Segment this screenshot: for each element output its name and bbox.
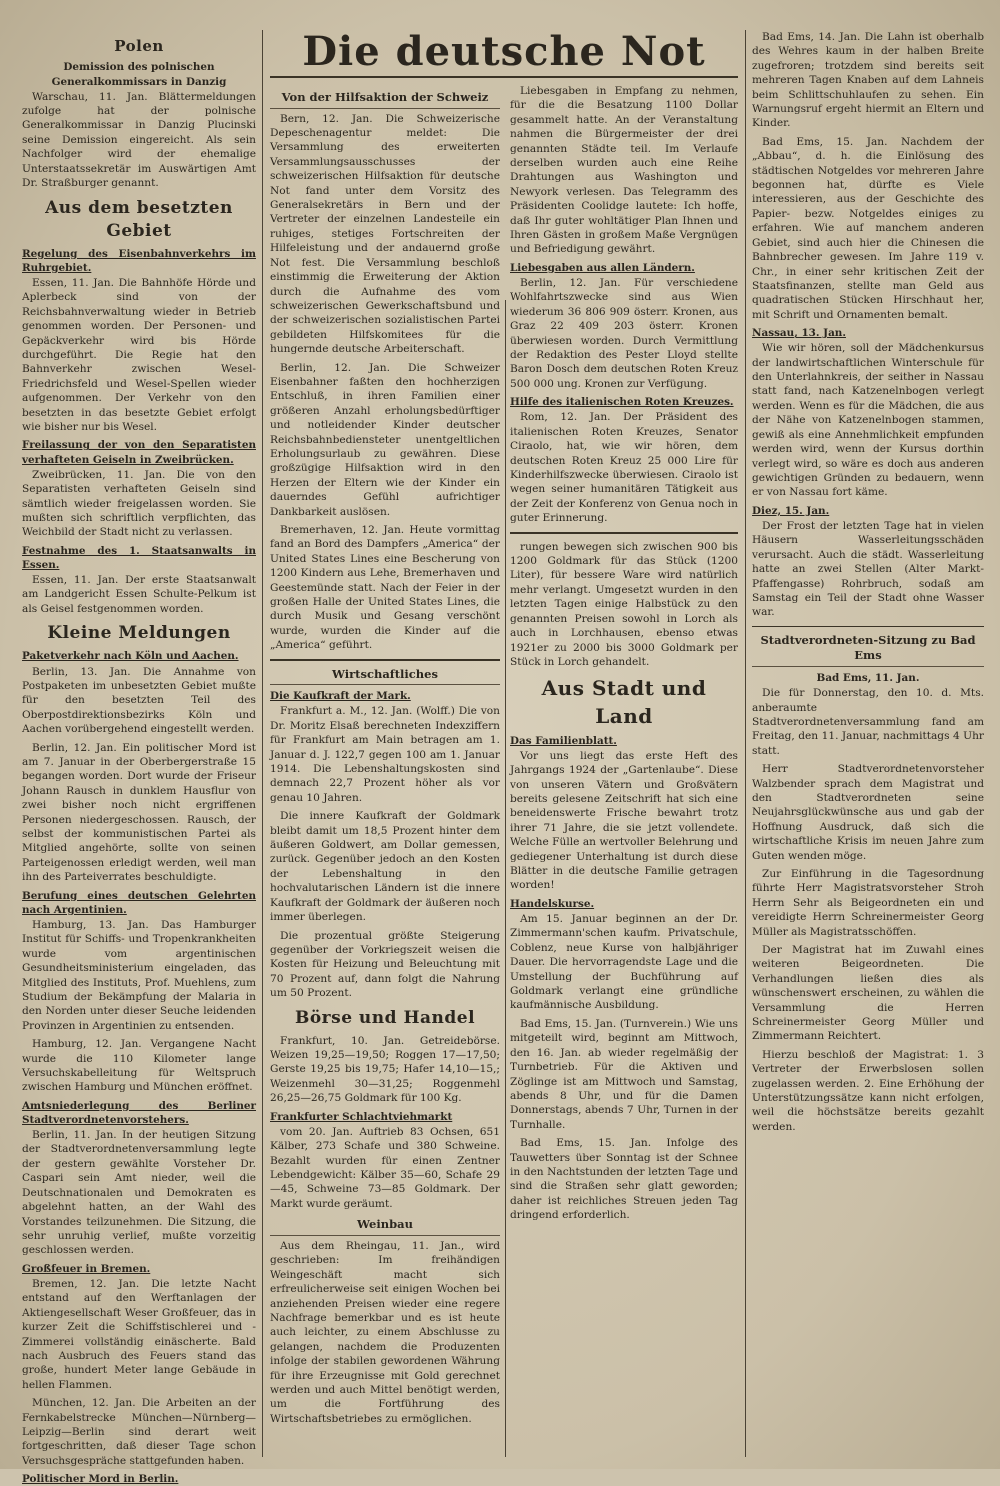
article-heading: Politischer Mord in Berlin. xyxy=(22,1473,179,1486)
article-text: Rom, 12. Jan. Der Präsident des italienischen Roten Kreuzes, Senator Ciraolo, hat, wie wir hören, dem deutschen Roten Kreuz 25 000 Lire für Kinderhilfszwecke überwiesen. Ciraolo ist wegen seiner humanitären Tätigkeit aus der Zeit der Konferenz von Genua noch in guter Erinnerung. xyxy=(510,411,738,525)
article-heading: Die Kaufkraft der Mark. xyxy=(270,690,411,703)
article-dateline: Bad Ems, 11. Jan. xyxy=(816,671,920,684)
article-text: Warschau, 11. Jan. Blättermeldungen zufolge hat der polnische Generalkommissar in Danzig Plucinski seine Demission eingereicht. Als sein Nachfolger wird der ehemalige Unterstaatssekretär im Auswärtigen Amt Dr. Straßburger genannt. xyxy=(22,90,256,190)
column-1 xyxy=(22,30,256,1486)
article-heading: Freilassung der von den Separatisten verhafteten Geiseln in Zweibrücken. xyxy=(22,439,256,466)
article-text: Vor uns liegt das erste Heft des Jahrgangs 1924 der „Gartenlaube“. Diese von unseren Vätern und Großvätern bereits gelesene Zeitschrift hat sich eine beneidenswerte Frische bewahrt trotz ihrer 71 Jahre, die sie jetzt vollendete. Welche Fülle an wertvoller Belehrung und gediegener Unterhaltung ist durch diese Blätter in die deutsche Familie getragen worden! xyxy=(510,749,738,892)
article-heading: Nassau, 13. Jan. xyxy=(752,327,846,340)
article-text: Frankfurt a. M., 12. Jan. (Wolff.) Die von Dr. Moritz Elsaß berechneten Indexziffern für Frankfurt am Main betragen am 1. Januar d. J. 122,7 gegen 100 am 1. Januar 1914. Die Lebenshaltungskosten sind demnach 22,7 Prozent höher als vor genau 10 Jahren. xyxy=(270,705,500,804)
article-text: Herr Stadtverordnetenvorsteher Walzbender sprach dem Magistrat und den Stadtverordneten seine Neujahrsglückwünsche aus und gab der Hoffnung Ausdruck, daß sich die wirtschaftliche Krisis im neuen Jahre zum Guten wenden möge. xyxy=(752,763,984,862)
article-subtitle: Demission des polnischen Generalkommissars in Danzig xyxy=(51,61,227,88)
article-text: Bad Ems, 15. Jan. Nachdem der „Abbau“, d. h. die Einlösung des städtischen Notgeldes vor mehreren Jahre begonnen hat, dürfte es Viele interessieren, aus der Geschichte des Papier- bezw. Notgeldes einiges zu erfahren. Wie auf manchem anderen Gebiet, sind auch hier die Chinesen die Bahnbrecher gewesen. Im Jahre 119 v. Chr., in einer sehr kritischen Zeit der Staatsfinanzen, stellte man Geld aus quadratischen Stücken Hirschhaut her, mit Schrift und Ornamenten bemalt. xyxy=(752,135,984,321)
article-text: rungen bewegen sich zwischen 900 bis 1200 Goldmark für das Stück (1200 Liter), für bessere Ware wird natürlich mehr verlangt. Umgesetzt wurden in den letzten Tagen einige Halbstück zu den genannten Preisen sowohl in Lorch als auch in Lorchhausen, ebenso etwas 1921er zu 2000 bis 3000 Goldmark per Stück in Lorch gehandelt. xyxy=(510,540,738,668)
section-title-schweiz: Von der Hilfsaktion der Schweiz xyxy=(270,90,500,109)
column-rule xyxy=(262,30,263,1457)
section-rule xyxy=(270,659,500,661)
article-heading: Handelskurse. xyxy=(510,897,595,910)
column-3 xyxy=(510,84,738,1457)
article-text: Bremen, 12. Jan. Die letzte Nacht entstand auf den Werftanlagen der Aktiengesellschaft Weser Großfeuer, das in kurzer Zeit die Schiffstischlerei und -Zimmerei vollständig einäscherte. Bald nach Ausbruch des Feuers stand das große, hundert Meter lange Gebäude in hellen Flammen. xyxy=(22,1277,256,1391)
section-title-stadtverordneten: Stadtverordneten-Sitzung zu Bad Ems xyxy=(752,633,984,667)
article-text: Berlin, 13. Jan. Die Annahme von Postpaketen im unbesetzten Gebiet mußte für den besetzten Teil des Oberpostdirektionsbezirks Köln und Aachen vorübergehend eingestellt werden. xyxy=(22,665,256,736)
article-text: Frankfurt, 10. Jan. Getreidebörse. Weizen 19,25—19,50; Roggen 17—17,50; Gerste 19,25 bis 19,75; Hafer 14,10—15,; Weizenmehl 30—31,25; Roggenmehl 26,25—26,75 Goldmark für 100 Kg. xyxy=(270,1034,500,1105)
section-title-polen: Polen xyxy=(114,37,164,55)
section-title-kleine-meldungen: Kleine Meldungen xyxy=(47,623,231,644)
article-text: Zweibrücken, 11. Jan. Die von den Separatisten verhafteten Geiseln sind sämtlich wieder freigelassen worden. Sie mußten sich schriftlich verpflichten, das Weichbild der Stadt nicht zu verlassen. xyxy=(22,468,256,539)
article-heading: Diez, 15. Jan. xyxy=(752,504,830,517)
article-text: Bremerhaven, 12. Jan. Heute vormittag fand an Bord des Dampfers „America“ der United States Lines eine Bescherung von 1200 Kindern aus Lehe, Bremerhaven und Geestemünde statt. Nach der Feier in der großen Halle der United States Lines, die durch Musik und Gesang verschönt wurde, wurden die Kinder auf die „America“ geführt. xyxy=(270,524,500,652)
article-text: Bad Ems, 15. Jan. Infolge des Tauwetters über Sonntag ist der Schnee in den Nachtstunden der letzten Tage und sind die Straßen sehr glatt geworden; daher ist reichliches Streuen jeden Tag dringend erforderlich. xyxy=(510,1137,738,1222)
article-text: Essen, 11. Jan. Der erste Staatsanwalt am Landgericht Essen Schulte-Pelkum ist als Geisel festgenommen worden. xyxy=(22,574,256,615)
section-rule xyxy=(752,626,984,627)
article-text: Wie wir hören, soll der Mädchenkursus der landwirtschaftlichen Winterschule für den Unterlahnkreis, der seither in Nassau statt fand, nach Katzenelnbogen verlegt werden. Wenn es für die Mädchen, die aus der Nähe von Katzenelnbogen stammen, gewiß als eine Annehmlichkeit empfunden werden wird, wenn der Kursus dorthin verlegt wird, so wäre es doch aus anderen gewichtigen Gründen zu bedauern, wenn er von Nassau fort käme. xyxy=(752,342,984,499)
article-heading: Frankfurter Schlachtviehmarkt xyxy=(270,1110,453,1123)
article-text: Die prozentual größte Steigerung gegenüber der Vorkriegszeit weisen die Kosten für Heizung und Beleuchtung mit 70 Prozent auf, dann folgt die Nahrung um 50 Prozent. xyxy=(270,929,500,1000)
article-heading: Großfeuer in Bremen. xyxy=(22,1262,151,1275)
article-text: Bern, 12. Jan. Die Schweizerische Depeschenagentur meldet: Die Versammlung des erweiterten Versammlungsausschusses der schweizerischen Hilfsaktion für deutsche Not fand unter dem Vorsitz des Generalsekretärs in Bern und der Vertreter der einzelnen Landesteile ein ruhiges, stetiges Fortschreiten der Hilfeleistung und der andauernd große Not fest. Die Versammlung beschloß einstimmig die Erweiterung der Aktion durch die Aufnahme des vom schweizerischen Gewerkschaftsbund und der schweizerischen sozialistischen Partei gebildeten Hilfskomitees für die hungernde deutsche Arbeiterschaft. xyxy=(270,112,500,356)
article-text: Der Magistrat hat im Zuwahl eines weiteren Beigeordneten. Die Verhandlungen ließen dies als wünschenswert erscheinen, zu wählen die Versammlung die Herren Schreinermeister Georg Müller und Zimmermann Reichtert. xyxy=(752,944,984,1043)
banner-rule xyxy=(270,76,738,78)
article-text: Der Frost der letzten Tage hat in vielen Häusern Wasserleitungsschäden verursacht. Auch die städt. Wasserleitung hatte an zwei Stellen (Alter Markt-Pfaffengasse) Rohrbruch, sodaß am Samstag ein Teil der Stadt ohne Wasser war. xyxy=(752,519,984,619)
section-title-boerse: Börse und Handel xyxy=(294,1007,476,1028)
column-rule xyxy=(505,300,506,1457)
page-banner-title: Die deutsche Not xyxy=(302,28,706,75)
article-text: Hierzu beschloß der Magistrat: 1. 3 Vertreter der Erwerbslosen sollen zugelassen werden. 2. Eine Erhöhung der Unterstützungssätze kann nicht erfolgen, weil die höchstsätze bereits gezahlt werden. xyxy=(752,1048,984,1133)
article-heading: Das Familienblatt. xyxy=(510,734,617,747)
article-heading: Festnahme des 1. Staatsanwalts in Essen. xyxy=(22,544,256,571)
article-heading: Amtsniederlegung des Berliner Stadtverordnetenvorstehers. xyxy=(22,1099,256,1126)
article-text: Bad Ems, 15. Jan. (Turnverein.) Wie uns mitgeteilt wird, beginnt am Mittwoch, den 16. Jan. ab wieder regelmäßig der Turnbetrieb. Für die Aktiven und Zöglinge ist am Mittwoch und Samstag, abends 8 Uhr, und für die Damen Donnerstags, abends 7 Uhr, Turnen in der Turnhalle. xyxy=(510,1017,738,1131)
article-text: Aus dem Rheingau, 11. Jan., wird geschrieben: Im freihändigen Weingeschäft macht sich erfreulicherweise seit einigen Wochen bei anziehenden Preisen wieder eine regere Nachfrage bemerkbar und es ist heute auch leichter, zu einem Abschlusse zu gelangen, nachdem die Produzenten infolge der stabilen gewordenen Währung für ihre Erzeugnisse mit Gold gerechnet werden und auch Mittel benötigt werden, um die Fortführung des Wirtschaftsbetriebes zu ermöglichen. xyxy=(270,1239,500,1425)
article-heading: Liebesgaben aus allen Ländern. xyxy=(510,261,695,274)
article-text: vom 20. Jan. Auftrieb 83 Ochsen, 651 Kälber, 273 Schafe und 380 Schweine. Bezahlt wurden für einen Zentner Lebendgewicht: Kälber 35—60, Schafe 29—45, Schweine 73—85 Goldmark. Der Markt wurde geräumt. xyxy=(270,1125,500,1210)
article-text: Liebesgaben in Empfang zu nehmen, für die die Besatzung 1100 Dollar gesammelt hatte. An der Veranstaltung nahmen die Bürgermeister der drei genannten Städte teil. Im Verlaufe derselben wurden auch eine Reihe Drahtungen aus Washington und Newyork verlesen. Das Telegramm des Präsidenten Coolidge lautete: Ich hoffe, daß Ihr guter wohltätiger Plan Ihnen und Ihren Gästen in großem Maße Vergnügen und Befriedigung gewährt. xyxy=(510,85,738,256)
article-heading: Regelung des Eisenbahnverkehrs im Ruhrgebiet. xyxy=(22,247,256,274)
column-4 xyxy=(752,30,984,1457)
article-text: Hamburg, 13. Jan. Das Hamburger Institut für Schiffs- und Tropenkrankheiten wurde vom argentinischen Gesundheitsministerium eingeladen, das Mitglied des Instituts, Prof. Muehlens, zum Studium der Bekämpfung der Malaria in den Norden unter dieser Seuche leidenden Provinzen in Argentinien zu entsenden. xyxy=(22,918,256,1032)
article-text: Die für Donnerstag, den 10. d. Mts. anberaumte Stadtverordnetenversammlung fand am Freitag, den 11. Januar, nachmittags 4 Uhr statt. xyxy=(752,687,984,757)
article-text: München, 12. Jan. Die Arbeiten an der Fernkabelstrecke München—Nürnberg—Leipzig—Berlin sind derart weit fortgeschritten, daß dieser Tage schon Versuchsgespräche stattgefunden haben. xyxy=(22,1397,256,1467)
section-title-wirtschaftliches: Wirtschaftliches xyxy=(270,667,500,686)
article-text: Essen, 11. Jan. Die Bahnhöfe Hörde und Aplerbeck sind von der Reichsbahnverwaltung wieder in Betrieb genommen worden. Der Personen- und Gepäckverkehr wird bis Hörde durchgeführt. Die Regie hat den Bahnverkehr zwischen Wesel-Friedrichsfeld und Wesel-Spellen wieder aufgenommen. Der Verkehr von den besetzten in das besetzte Gebiet erfolgt wie bisher nur bis Wesel. xyxy=(22,277,256,434)
column-2 xyxy=(270,84,500,1457)
article-heading: Berufung eines deutschen Gelehrten nach Argentinien. xyxy=(22,889,256,916)
column-rule xyxy=(745,30,746,1457)
article-heading: Hilfe des italienischen Roten Kreuzes. xyxy=(510,396,734,409)
article-text: Die innere Kaufkraft der Goldmark bleibt damit um 18,5 Prozent hinter dem äußeren Goldwert, am Dollar gemessen, zurück. Gegenüber jedoch an den Kosten der Lebenshaltung in den hochvalutarischen Ländern ist die innere Kaufkraft der Goldmark der äußeren noch immer überlegen. xyxy=(270,810,500,924)
article-text: Berlin, 12. Jan. Die Schweizer Eisenbahner faßten den hochherzigen Entschluß, in ihren Familien einer größeren Anzahl erholungsbedürftiger und notleidender Kinder deutscher Reichsbahnbediensteter unentgeltlichen Erholungsurlaub zu gewähren. Diese großzügige Hilfsaktion wird in den Herzen der Eltern wie der Kinder ein dauerndes Gefühl aufrichtiger Dankbarkeit auslösen. xyxy=(270,361,500,518)
article-text: Hamburg, 12. Jan. Vergangene Nacht wurde die 110 Kilometer lange Versuchskabelleitung für Weltspruch zwischen Hamburg und München eröffnet. xyxy=(22,1038,256,1094)
section-title-besetzt: Aus dem besetzten Gebiet xyxy=(45,197,233,241)
article-text: Berlin, 11. Jan. In der heutigen Sitzung der Stadtverordnetenversammlung legte der gestern gewählte Vorsteher Dr. Caspari sein Amt nieder, weil die Deutschnationalen und Demokraten es abgelehnt hatten, an der Wahl des Vorstandes teilzunehmen. Die Sitzung, die sehr unruhig verlief, mußte vorzeitig geschlossen werden. xyxy=(22,1129,256,1257)
article-text: Zur Einführung in die Tagesordnung führte Herr Magistratsvorsteher Stroh Herrn Sehr als Beigeordneten ein und vereidigte Herrn Schreinermeister Georg Müller als Magistratsschöffen. xyxy=(752,867,984,938)
article-text: Am 15. Januar beginnen an der Dr. Zimmermann'schen kaufm. Privatschule, Coblenz, neue Kurse von halbjähriger Dauer. Die hervorragendste Lage und die Umstellung der Buchführung auf Goldmark verlangt eine gründliche kaufmännische Ausbildung. xyxy=(510,913,738,1012)
article-text: Berlin, 12. Jan. Ein politischer Mord ist am 7. Januar in der Oberbergerstraße 15 begangen worden. Dort wurde der Friseur Johann Rausch in dunklem Hausflur von zwei bisher noch nicht ergriffenen Personen niedergeschossen. Rausch, der selbst der kommunistischen Partei als Mitglied angehörte, sollte von seinen Parteigenossen erledigt werden, weil man ihn des Parteiverrates beschuldigte. xyxy=(22,741,256,884)
article-text: Bad Ems, 14. Jan. Die Lahn ist oberhalb des Wehres kaum in der halben Breite zugefroren; trotzdem sind bereits seit mehreren Tagen Knaben auf dem Lahneis beim Schlittschuhlaufen zu sehen. Ein Warnungsruf ergeht hiermit an Eltern und Kinder. xyxy=(752,31,984,130)
section-rule xyxy=(510,532,738,534)
article-heading: Paketverkehr nach Köln und Aachen. xyxy=(22,650,239,663)
section-title-stadt-und-land: Aus Stadt und Land xyxy=(541,676,707,728)
article-text: Berlin, 12. Jan. Für verschiedene Wohlfahrtszwecke sind aus Wien wiederum 36 806 909 österr. Kronen, aus Graz 22 409 203 österr. Kronen überwiesen worden. Durch Vermittlung der Redaktion des Pester Lloyd stellte Baron Dosch dem deutschen Roten Kreuz 500 000 ung. Kronen zur Verfügung. xyxy=(510,277,738,390)
section-title-weinbau: Weinbau xyxy=(270,1217,500,1236)
